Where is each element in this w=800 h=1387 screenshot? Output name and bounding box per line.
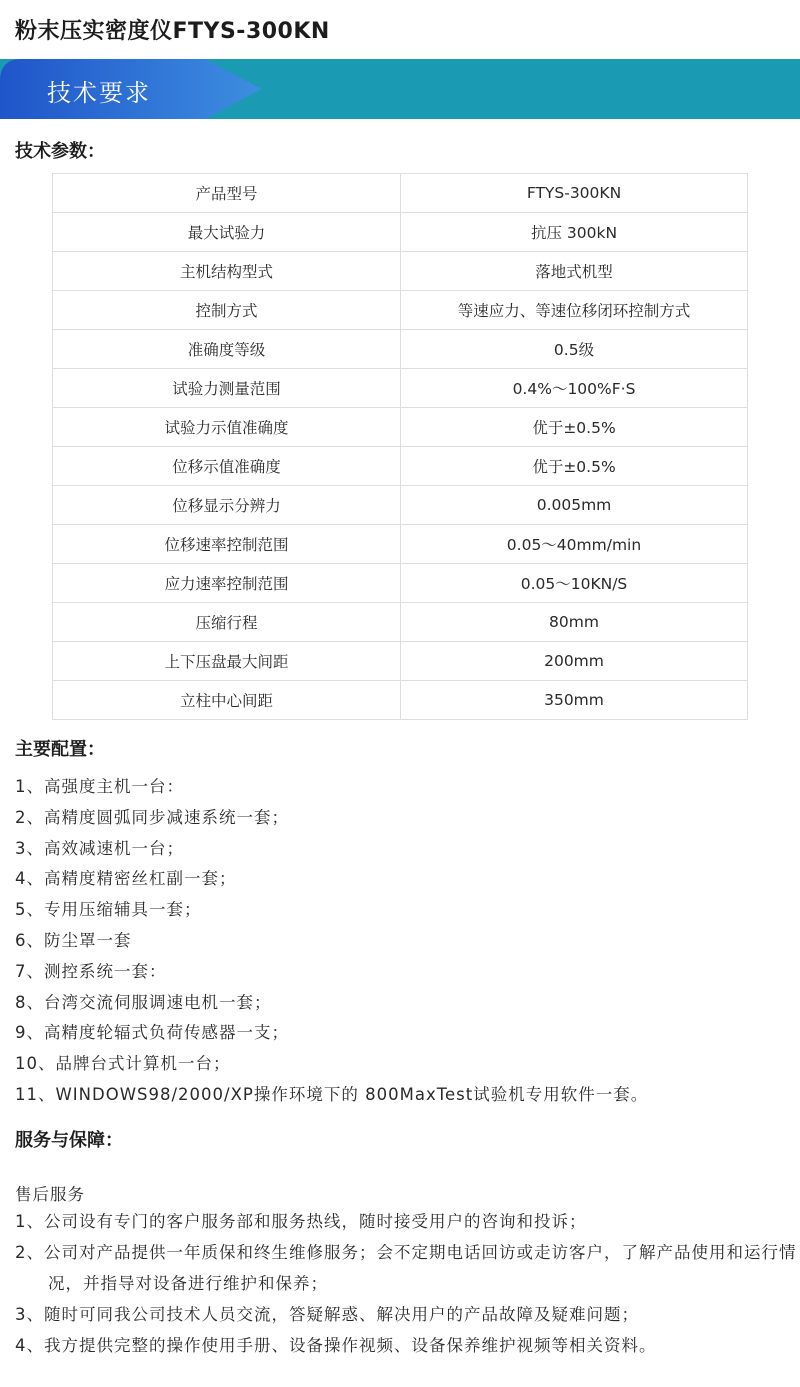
spec-name-cell: 位移速率控制范围 [53,525,401,564]
spec-value-cell: 0.4%～100%F·S [401,369,748,408]
spec-value-cell: 抗压 300kN [401,213,748,252]
spec-value-cell: 80mm [401,603,748,642]
list-item: 5、专用压缩辅具一套； [15,900,202,920]
spec-value-cell: 优于±0.5% [401,408,748,447]
specs-heading: 技术参数： [15,141,105,162]
spec-value-cell: 0.5级 [401,330,748,369]
spec-table [52,173,748,720]
list-item: 6、防尘罩一套 [15,930,132,950]
spec-name-cell: 准确度等级 [53,330,401,369]
list-item: 7、测控系统一套： [15,961,167,981]
spec-value-cell: 等速应力、等速位移闭环控制方式 [401,291,748,330]
table-row [53,408,748,447]
spec-name-cell: 立柱中心间距 [53,681,401,720]
config-list [15,772,648,1111]
table-row [53,369,748,408]
spec-value-cell: 落地式机型 [401,252,748,291]
table-row [53,291,748,330]
list-item: 4、高精度精密丝杠副一套； [15,869,237,889]
list-item: 4、我方提供完整的操作使用手册、设备操作视频、设备保养维护视频等相关资料。 [15,1336,657,1355]
table-row [53,564,748,603]
spec-name-cell: 主机结构型式 [53,252,401,291]
page-title: 粉末压实密度仪FTYS-300KN [15,19,330,44]
table-row [53,603,748,642]
list-item: 11、WINDOWS98/2000/XP操作环境下的 800MaxTest试验机专用软件一套。 [15,1084,649,1104]
list-item: 1、公司设有专门的客户服务部和服务热线，随时接受用户的咨询和投诉； [15,1212,587,1231]
spec-name-cell: 控制方式 [53,291,401,330]
spec-value-cell: FTYS-300KN [401,174,748,213]
list-item: 2、公司对产品提供一年质保和终生维修服务；会不定期电话回访或走访客户，了解产品使用和运行情况，并指导对设备进行维护和保养； [15,1243,797,1293]
service-list [15,1206,800,1361]
table-row [53,486,748,525]
list-item: 3、随时可同我公司技术人员交流，答疑解惑、解决用户的产品故障及疑难问题； [15,1305,639,1324]
spec-name-cell: 应力速率控制范围 [53,564,401,603]
spec-value-cell: 0.05～10KN/S [401,564,748,603]
table-row [53,447,748,486]
table-row [53,252,748,291]
config-heading: 主要配置： [15,739,105,760]
spec-name-cell: 位移示值准确度 [53,447,401,486]
list-item: 9、高精度轮辐式负荷传感器一支； [15,1023,289,1043]
table-row [53,681,748,720]
table-row [53,330,748,369]
table-row [53,525,748,564]
spec-value-cell: 200mm [401,642,748,681]
spec-name-cell: 试验力示值准确度 [53,408,401,447]
spec-name-cell: 上下压盘最大间距 [53,642,401,681]
list-item: 10、品牌台式计算机一台； [15,1054,231,1074]
service-heading: 服务与保障： [15,1130,123,1151]
banner-label: 技术要求 [47,79,151,107]
spec-name-cell: 最大试验力 [53,213,401,252]
list-item: 2、高精度圆弧同步减速系统一套； [15,807,289,827]
spec-value-cell: 优于±0.5% [401,447,748,486]
spec-name-cell: 试验力测量范围 [53,369,401,408]
spec-value-cell: 0.005mm [401,486,748,525]
table-row [53,642,748,681]
list-item: 8、台湾交流伺服调速电机一套； [15,992,272,1012]
spec-value-cell: 350mm [401,681,748,720]
spec-value-cell: 0.05～40mm/min [401,525,748,564]
list-item: 3、高效减速机一台； [15,838,184,858]
section-banner [0,59,800,119]
spec-name-cell: 产品型号 [53,174,401,213]
service-subheading: 售后服务 [15,1185,85,1204]
table-row [53,174,748,213]
spec-name-cell: 位移显示分辨力 [53,486,401,525]
spec-name-cell: 压缩行程 [53,603,401,642]
list-item: 1、高强度主机一台： [15,777,184,796]
table-row [53,213,748,252]
